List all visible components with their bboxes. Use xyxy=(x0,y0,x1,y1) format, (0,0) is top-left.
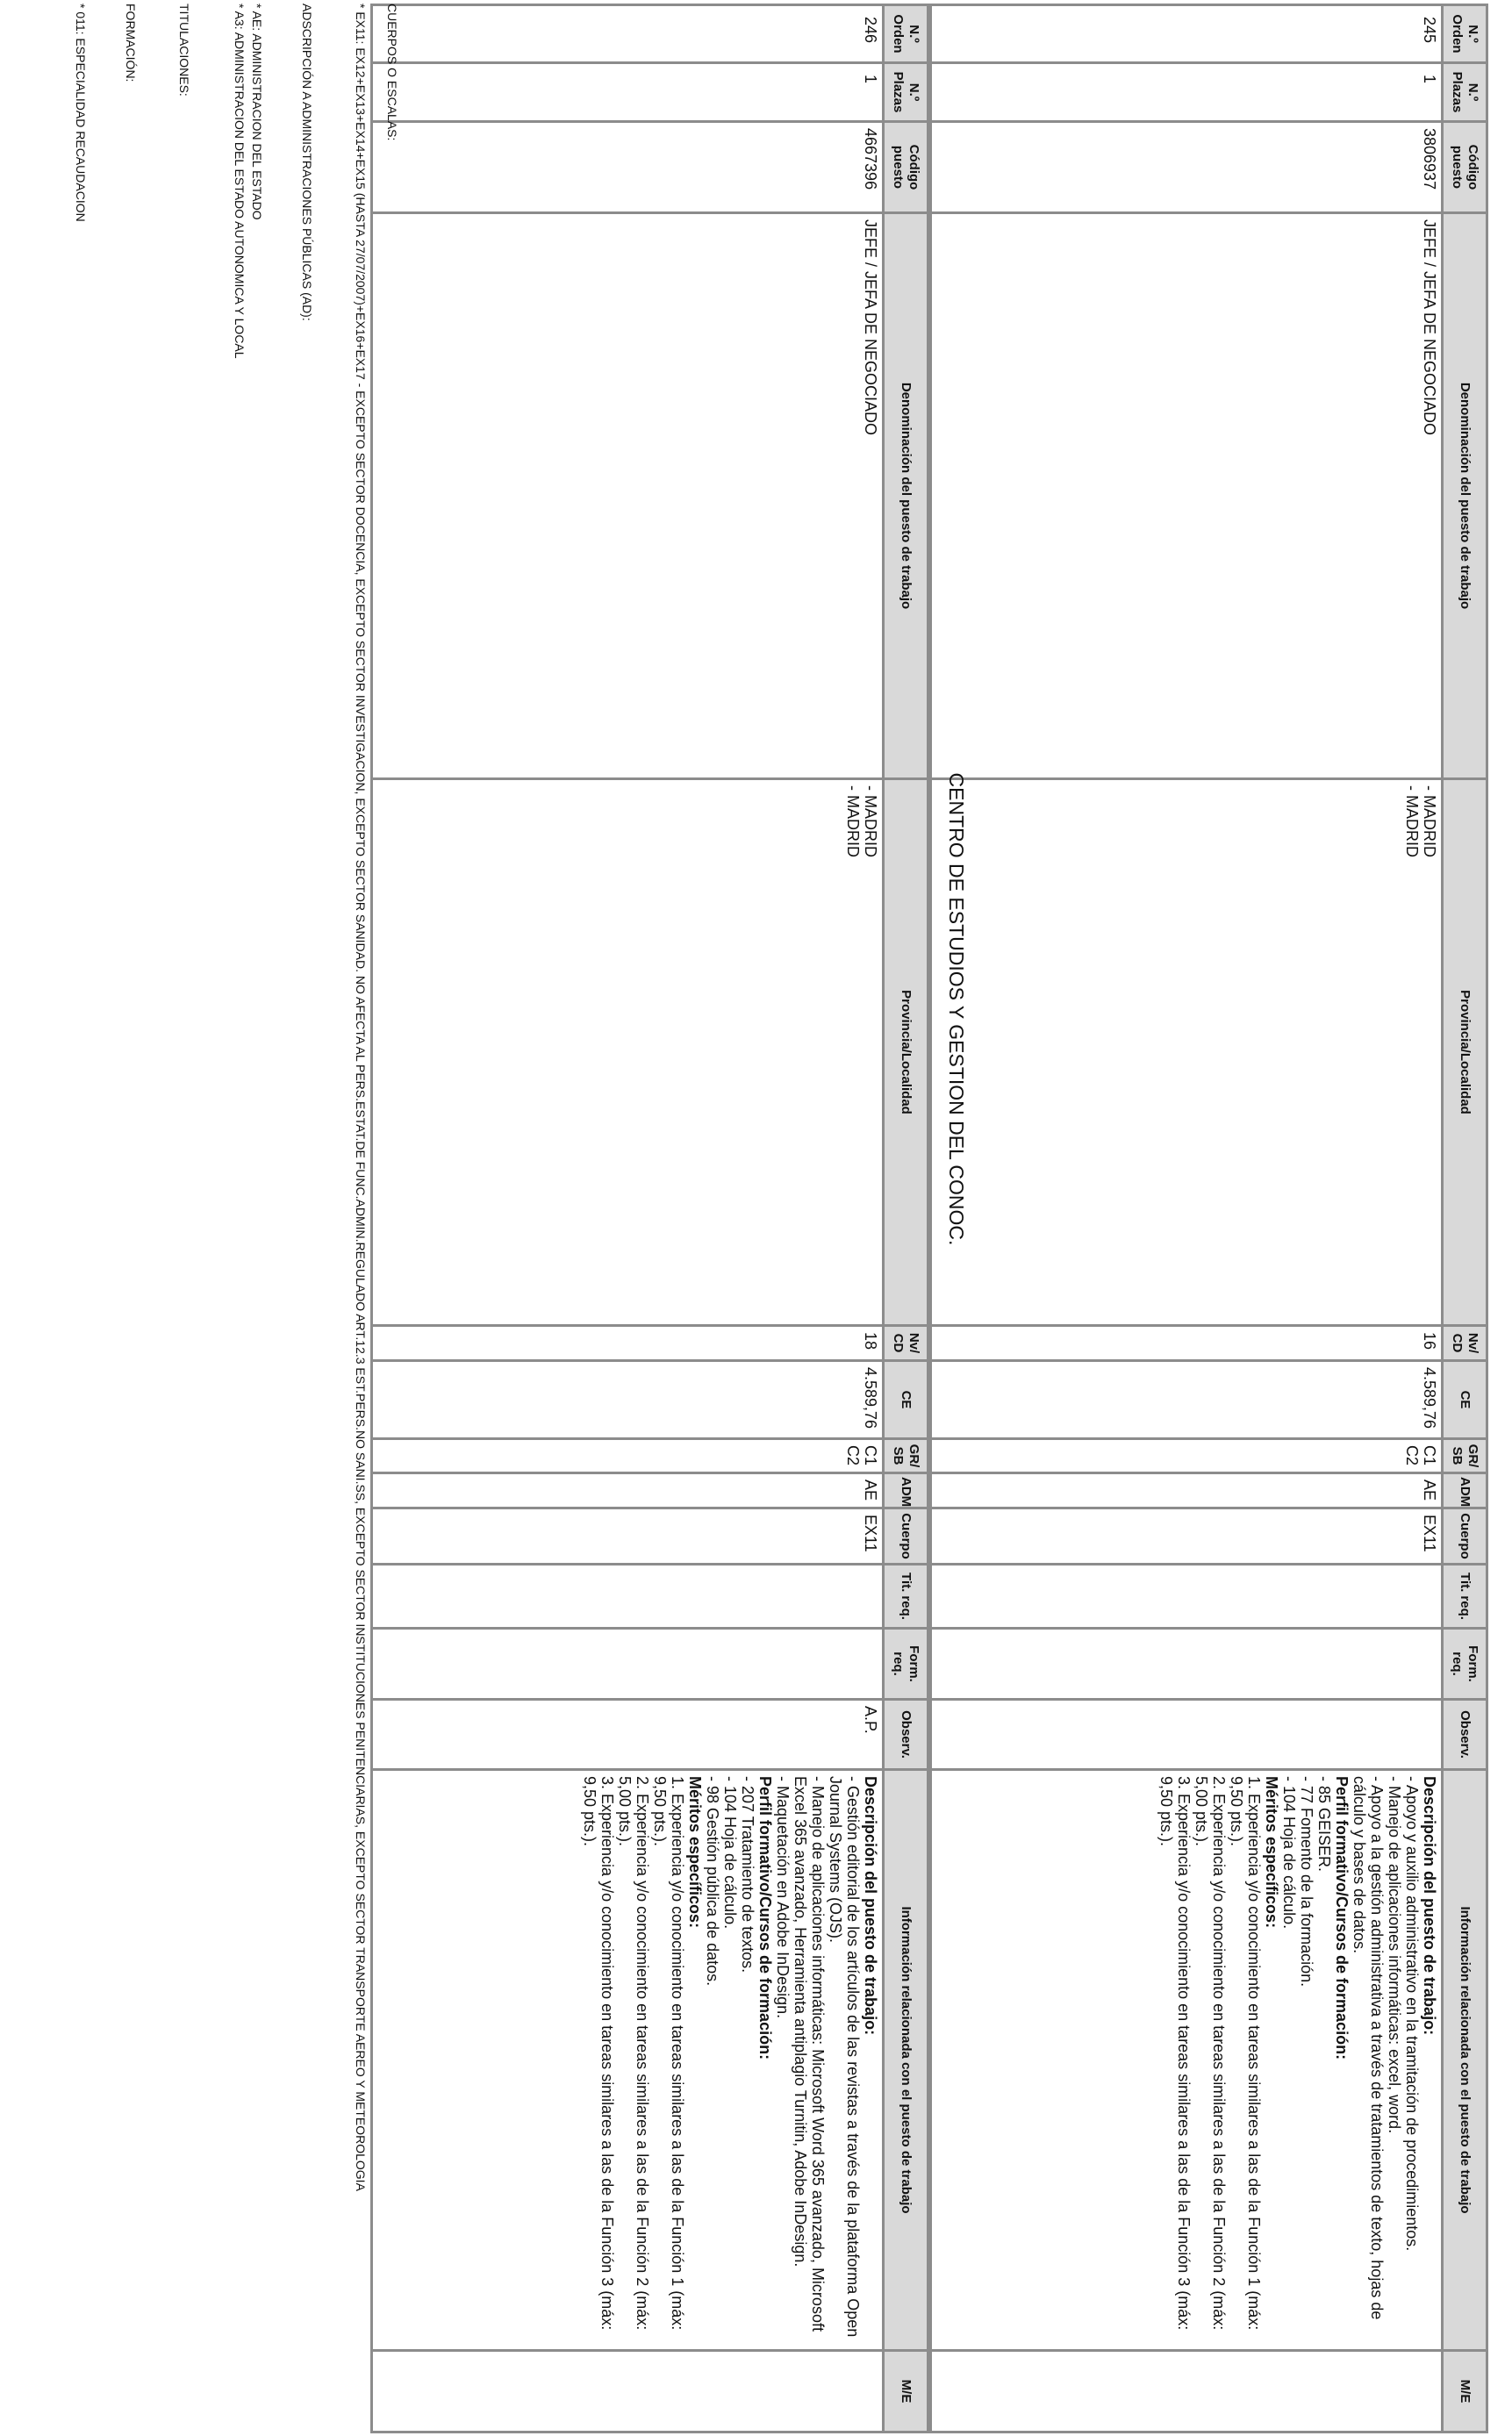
info-line: - Gestión editorial de los artículos de las revistas a través de la plataforma Open Journal Systems (OJS). xyxy=(827,1776,862,2338)
table-row xyxy=(372,5,884,2432)
job-table xyxy=(370,4,929,2433)
col-form: Form. req. xyxy=(884,1629,928,1700)
info-line: - 85 GEISER. xyxy=(1315,1776,1333,1873)
me-cell xyxy=(931,2351,1443,2432)
formacion-text: * 011: ESPECIALIDAD RECAUDACION xyxy=(74,4,88,222)
info-line: 3. Experiencia y/o conocimiento en tareas similares a las de la Función 3 (máx: 9,50 pts.). xyxy=(1157,1776,1193,2331)
ae-text: * AE: ADMINISTRACION DEL ESTADO xyxy=(250,4,264,220)
col-gr: GR/ SB xyxy=(1443,1439,1487,1473)
col-tit: Tit. req. xyxy=(1443,1565,1487,1629)
info-line: 3. Experiencia y/o conocimiento en tareas similares a las de la Función 3 (máx: 9,50 pts.). xyxy=(581,1776,616,2331)
ce-cell: 4.589,76 xyxy=(372,1361,884,1439)
info-heading: Perfil formativo/Cursos de formación: xyxy=(756,1776,774,2060)
tit-cell xyxy=(372,1565,884,1629)
info-heading: Descripción del puesto de trabajo: xyxy=(862,1776,879,2036)
col-form: Form. req. xyxy=(1443,1629,1487,1700)
col-denominacion: Denominación del puesto de trabajo xyxy=(884,213,928,779)
col-me: M/E xyxy=(1443,2351,1487,2432)
gr-line: C2 xyxy=(844,1445,862,1466)
provincia-line: - MADRID xyxy=(1421,785,1438,857)
col-orden: N.º Orden xyxy=(1443,5,1487,63)
provincia-line: - MADRID xyxy=(862,785,879,857)
info-heading: Perfil formativo/Cursos de formación: xyxy=(1333,1776,1351,2060)
col-codigo: Código puesto xyxy=(884,122,928,213)
denominacion-cell: JEFE / JEFA DE NEGOCIADO xyxy=(372,213,884,779)
info-line: - Maquetación en Adobe InDesign. xyxy=(774,1776,792,2019)
provincia-cell xyxy=(931,779,1443,1326)
gr-line: C2 xyxy=(1403,1445,1421,1466)
observ-cell xyxy=(931,1700,1443,1770)
col-observ: Observ. xyxy=(884,1700,928,1770)
col-info: Información relacionada con el puesto de trabajo xyxy=(1443,1770,1487,2351)
nivel-cell: 18 xyxy=(372,1326,884,1361)
observ-cell: A.P. xyxy=(372,1700,884,1770)
col-tit: Tit. req. xyxy=(884,1565,928,1629)
col-plazas: N.º Plazas xyxy=(1443,63,1487,122)
localidad-line: - MADRID xyxy=(844,785,862,857)
col-provincia: Provincia/Localidad xyxy=(1443,779,1487,1326)
info-heading: Méritos específicos: xyxy=(1263,1776,1280,1929)
info-line: - 98 Gestión pública de datos. xyxy=(704,1776,721,1987)
codigo-cell: 4667396 xyxy=(372,122,884,213)
col-orden: N.º Orden xyxy=(884,5,928,63)
col-codigo: Código puesto xyxy=(1443,122,1487,213)
cuerpos-text: * EX11: EX12+EX13+EX14+EX15 (HASTA 27/07/2007)+EX16+EX17 - EXCEPTO SECTOR DOCENCIA, EXCEPTO SECTOR INVESTIGACION, EXCEPTO SECTOR SANIDAD. NO AFECTA AL PERS.ESTAT.DE FUNC.ADMIN.REGULADO ART.12.3 EST.PERS.NO SANI.SS, EXCEPTO SECTOR INSTITUCIONES PENITENCIARIAS, EXCEPTO SECTOR TRANSPORTE AEREO Y METEOROLOGIA xyxy=(354,4,368,2191)
col-provincia: Provincia/Localidad xyxy=(884,779,928,1326)
codigo-cell: 3806937 xyxy=(931,122,1443,213)
info-line: - 207 Tratamiento de textos. xyxy=(739,1776,756,1974)
col-me: M/E xyxy=(884,2351,928,2432)
cuerpo-cell: EX11 xyxy=(372,1508,884,1565)
adm-cell: AE xyxy=(372,1473,884,1508)
col-nivel: Nv/ CD xyxy=(884,1326,928,1361)
info-heading: Descripción del puesto de trabajo: xyxy=(1421,1776,1438,2036)
adm-cell: AE xyxy=(931,1473,1443,1508)
cuerpos-title: CUERPOS O ESCALAS: xyxy=(385,4,399,141)
job-table xyxy=(929,4,1488,2433)
info-line: - Manejo de aplicaciones informáticas: excel, word. xyxy=(1386,1776,1403,2134)
gr-line: C1 xyxy=(1421,1445,1438,1466)
info-line: - 77 Fomento de la formación. xyxy=(1298,1776,1315,1988)
col-plazas: N.º Plazas xyxy=(884,63,928,122)
titulaciones-title: TITULACIONES: xyxy=(177,4,191,97)
col-cuerpo: Cuerpo xyxy=(884,1508,928,1565)
col-adm: ADM xyxy=(884,1473,928,1508)
gr-cell xyxy=(931,1439,1443,1473)
localidad-line: - MADRID xyxy=(1403,785,1421,857)
orden-cell: 245 xyxy=(931,5,1443,63)
col-ce: CE xyxy=(1443,1361,1487,1439)
gr-cell xyxy=(372,1439,884,1473)
info-heading: Méritos específicos: xyxy=(686,1776,704,1929)
formacion-title: FORMACIÓN: xyxy=(124,4,138,82)
adscripcion-title: ADSCRIPCIÓN A ADMINISTRACIONES PÚBLICAS (AD): xyxy=(300,4,314,321)
info-line: 1. Experiencia y/o conocimiento en tareas similares a las de la Función 1 (máx: 9,50 pts.). xyxy=(1228,1776,1263,2331)
provincia-cell xyxy=(372,779,884,1326)
form-cell xyxy=(931,1629,1443,1700)
nivel-cell: 16 xyxy=(931,1326,1443,1361)
info-cell xyxy=(372,1770,884,2351)
info-line: 1. Experiencia y/o conocimiento en tareas similares a las de la Función 1 (máx: 9,50 pts.). xyxy=(651,1776,686,2331)
col-denominacion: Denominación del puesto de trabajo xyxy=(1443,213,1487,779)
info-line: - 104 Hoja de cálculo. xyxy=(1280,1776,1298,1930)
tit-cell xyxy=(931,1565,1443,1629)
table-row xyxy=(931,5,1443,2432)
header-row xyxy=(1443,5,1487,2432)
me-cell xyxy=(372,2351,884,2432)
section-title: CENTRO DE ESTUDIOS Y GESTION DEL CONOC. xyxy=(945,772,968,1246)
orden-cell: 246 xyxy=(372,5,884,63)
plazas-cell: 1 xyxy=(931,63,1443,122)
col-cuerpo: Cuerpo xyxy=(1443,1508,1487,1565)
info-cell xyxy=(931,1770,1443,2351)
info-line: - Apoyo a la gestión administrativa a través de tratamientos de texto, hojas de cálculo y bases de datos. xyxy=(1351,1776,1386,2320)
info-line: - 104 Hoja de cálculo. xyxy=(721,1776,739,1930)
col-nivel: Nv/ CD xyxy=(1443,1326,1487,1361)
col-observ: Observ. xyxy=(1443,1700,1487,1770)
col-ce: CE xyxy=(884,1361,928,1439)
info-line: - Apoyo y auxilio administrativo en la tramitación de procedimientos. xyxy=(1403,1776,1421,2252)
info-line: 2. Experiencia y/o conocimiento en tareas similares a las de la Función 2 (máx: 5,00 pts.). xyxy=(616,1776,651,2331)
gr-line: C1 xyxy=(862,1445,879,1466)
form-cell xyxy=(372,1629,884,1700)
info-line: - Manejo de aplicaciones informáticas: Microsoft Word 365 avanzado, Microsoft Excel 365 avanzado, Herramienta antiplagio Turnitin, Adobe InDesign. xyxy=(792,1776,827,2332)
header-row xyxy=(884,5,928,2432)
cuerpo-cell: EX11 xyxy=(931,1508,1443,1565)
col-gr: GR/ SB xyxy=(884,1439,928,1473)
denominacion-cell: JEFE / JEFA DE NEGOCIADO xyxy=(931,213,1443,779)
a3-text: * A3: ADMINISTRACION DEL ESTADO AUTONOMICA Y LOCAL xyxy=(233,4,247,359)
col-info: Información relacionada con el puesto de trabajo xyxy=(884,1770,928,2351)
plazas-cell: 1 xyxy=(372,63,884,122)
info-line: 2. Experiencia y/o conocimiento en tareas similares a las de la Función 2 (máx: 5,00 pts.). xyxy=(1193,1776,1228,2331)
ce-cell: 4.589,76 xyxy=(931,1361,1443,1439)
col-adm: ADM xyxy=(1443,1473,1487,1508)
